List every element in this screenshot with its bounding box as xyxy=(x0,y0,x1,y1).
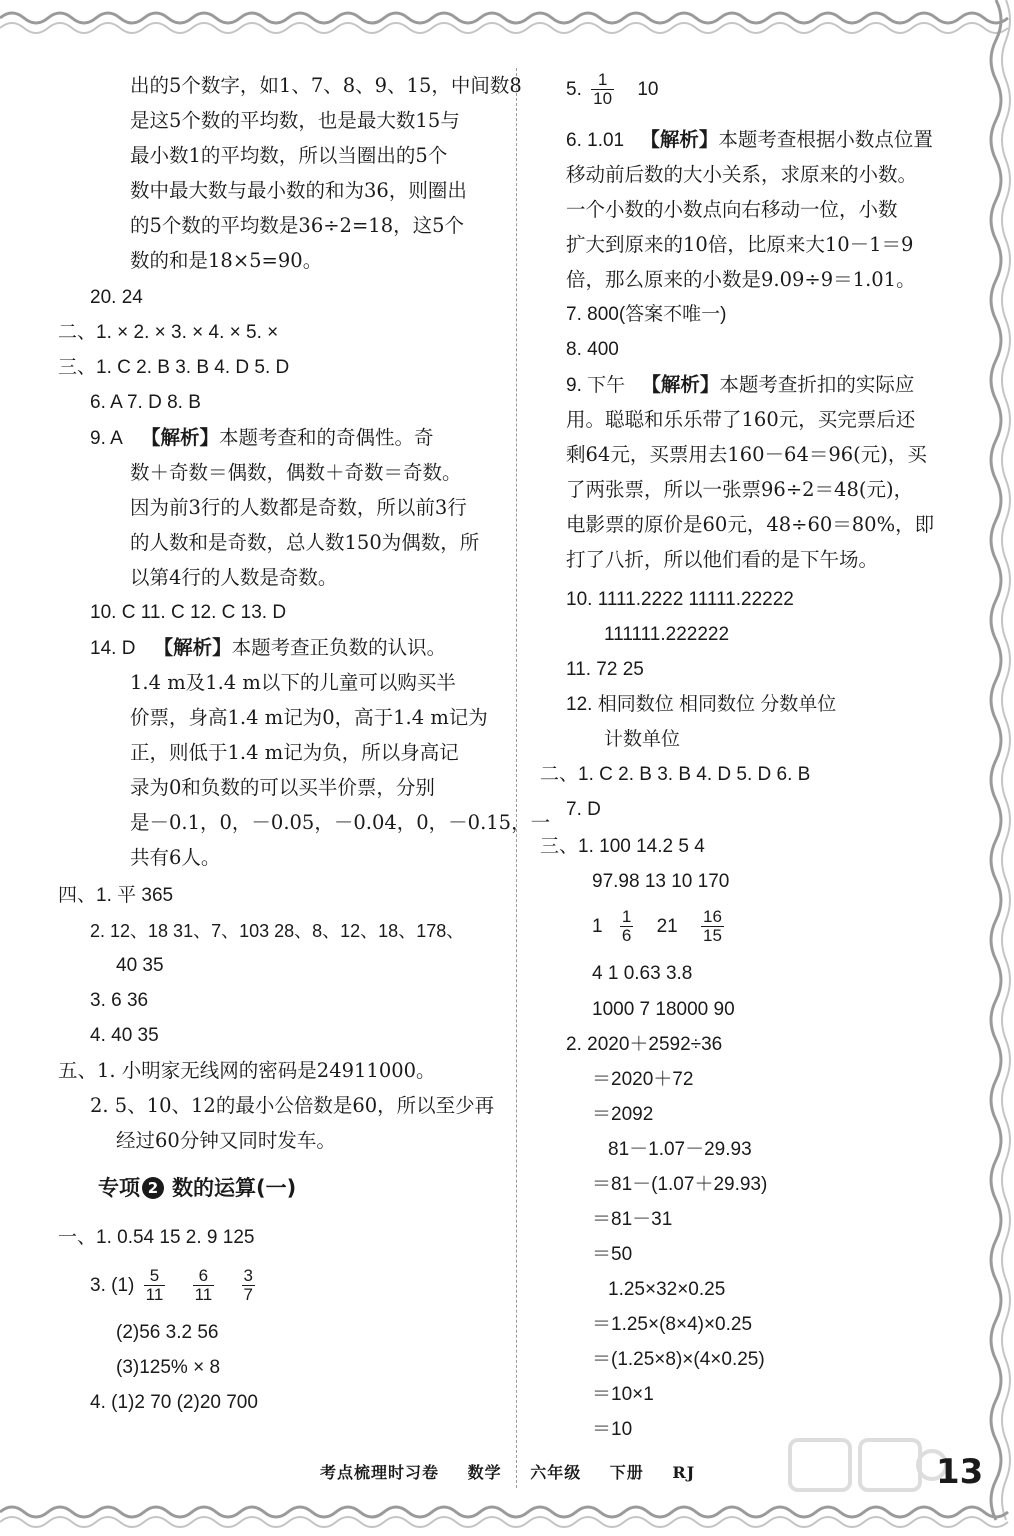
page-number: 13 xyxy=(936,1452,984,1492)
top-wave-border xyxy=(0,0,1014,42)
fraction: $\frac{16}{15}$ xyxy=(703,907,722,946)
answer-item: 20. 24 xyxy=(90,287,143,308)
answer-text: 数中最大数与最小数的和为36，则圈出 xyxy=(130,179,467,202)
item-label: 9. A xyxy=(90,428,123,449)
answer-item: 2. 12、18 31、7、103 28、8、12、18、178、 xyxy=(90,921,465,941)
calc-step: 2. 2020＋2592÷36 xyxy=(566,1034,723,1055)
fraction: $\frac{6}{11}$ xyxy=(194,1266,213,1305)
answer-item: 7. 800(答案不唯一) xyxy=(566,304,727,325)
answer-item: 3. 6 36 xyxy=(90,990,149,1011)
answer-text: 数＋奇数＝偶数，偶数＋奇数＝奇数。 xyxy=(130,461,462,484)
calc-step: ＝10 xyxy=(592,1419,633,1440)
answer-text: 因为前3行的人数都是奇数，所以前3行 xyxy=(130,496,467,519)
fraction: $\frac{3}{7}$ xyxy=(243,1266,253,1305)
answer-section: 一、1. 0.54 15 2. 9 125 xyxy=(58,1227,255,1248)
calc-step: ＝2020＋72 xyxy=(592,1069,694,1090)
answer-value: 1 xyxy=(592,916,603,937)
answer-text: 共有6人。 xyxy=(130,846,221,869)
answer-item: 2. 5、10、12的最小公倍数是60，所以至少再 xyxy=(90,1094,495,1117)
answer-value: 21 xyxy=(656,916,678,937)
fraction: $\frac{5}{11}$ xyxy=(145,1266,164,1305)
answer-text: 的5个数的平均数是36÷2=18，这5个 xyxy=(130,214,465,237)
answer-item xyxy=(592,902,728,952)
answer-item xyxy=(566,369,914,401)
answer-text: 一个小数的小数点向右移动一位，小数 xyxy=(566,198,898,221)
watermark-logo xyxy=(780,1420,950,1520)
term: 下册 xyxy=(609,1463,644,1482)
answer-section: 四、1. 平 365 xyxy=(58,885,174,906)
answer-text: 经过60分钟又同时发车。 xyxy=(116,1129,336,1152)
answer-item: (3)125% × 8 xyxy=(116,1357,221,1378)
answer-section: 二、1. C 2. B 3. B 4. D 5. D 6. B xyxy=(540,764,811,785)
answer-text: 移动前后数的大小关系，求原来的小数。 xyxy=(566,163,918,186)
answer-text: 最小数1的平均数，所以当圈出的5个 xyxy=(130,144,448,167)
item-label: 6. 1.01 xyxy=(566,130,625,151)
section-title xyxy=(98,1172,296,1204)
answer-item xyxy=(566,124,933,156)
edition: RJ xyxy=(672,1463,696,1482)
calc-step: 1.25×32×0.25 xyxy=(608,1279,726,1300)
answer-item: 8. 400 xyxy=(566,339,619,360)
answer-text: 打了八折，所以他们看的是下午场。 xyxy=(566,548,879,571)
answer-item xyxy=(90,1264,259,1308)
answer-text: 倍，那么原来的小数是9.09÷9＝1.01。 xyxy=(566,268,916,291)
answer-section: 二、1. × 2. × 3. × 4. × 5. × xyxy=(58,322,279,343)
answer-item xyxy=(566,68,658,112)
answer-text: 价票，身高1.4 m记为0，高于1.4 m记为 xyxy=(130,706,488,729)
answer-item xyxy=(90,632,446,664)
answer-text: 正，则低于1.4 m记为负，所以身高记 xyxy=(130,741,459,764)
item-label: 3. (1) xyxy=(90,1275,135,1296)
answer-item: 1000 7 18000 90 xyxy=(592,999,735,1020)
answer-text: 剩64元，买票用去160－64＝96(元)，买 xyxy=(566,443,927,466)
answer-text: 出的5个数字，如1、7、8、9、15，中间数8 xyxy=(130,74,522,97)
fraction: $\frac{1}{10}$ xyxy=(593,70,613,109)
answer-item: 11. 72 25 xyxy=(566,659,644,680)
calc-step: ＝81－31 xyxy=(592,1209,673,1230)
item-label: 9. 下午 xyxy=(566,375,626,396)
analysis-tag: 【解析】 xyxy=(641,373,720,396)
calc-step: ＝81－(1.07＋29.93) xyxy=(592,1174,768,1195)
answer-text: 以第4行的人数是奇数。 xyxy=(130,566,338,589)
answer-text: 本题考查正负数的认识。 xyxy=(231,636,447,659)
answer-item: 6. A 7. D 8. B xyxy=(90,392,201,413)
item-label: 14. D xyxy=(90,638,136,659)
answer-item: 4. 40 35 xyxy=(90,1025,159,1046)
book-title: 考点梳理时习卷 xyxy=(320,1463,440,1482)
answer-item: 40 35 xyxy=(116,955,164,976)
answer-item: 4 1 0.63 3.8 xyxy=(592,963,693,984)
answer-section: 五、1. 小明家无线网的密码是24911000。 xyxy=(58,1059,436,1082)
answer-item: (2)56 3.2 56 xyxy=(116,1322,219,1343)
answer-text: 用。聪聪和乐乐带了160元，买完票后还 xyxy=(566,408,916,431)
answer-text: 本题考查和的奇偶性。奇 xyxy=(218,426,434,449)
answer-text: 本题考查折扣的实际应 xyxy=(719,373,915,396)
answer-text: 1.4 m及1.4 m以下的儿童可以购买半 xyxy=(130,671,456,694)
calc-step: ＝(1.25×8)×(4×0.25) xyxy=(592,1349,765,1370)
calc-step: 81－1.07－29.93 xyxy=(608,1139,752,1160)
analysis-tag: 【解析】 xyxy=(640,128,719,151)
answer-item: 7. D xyxy=(566,799,601,820)
answer-item: 10. C 11. C 12. C 13. D xyxy=(90,602,287,623)
analysis-tag: 【解析】 xyxy=(140,426,219,449)
page-footer xyxy=(320,1460,717,1483)
answer-item: 12. 相同数位 相同数位 分数单位 xyxy=(566,694,837,715)
answer-section: 三、1. 100 14.2 5 4 xyxy=(540,836,705,857)
item-label: 5. xyxy=(566,79,582,100)
fraction: $\frac{1}{6}$ xyxy=(621,907,632,946)
grade: 六年级 xyxy=(530,1463,582,1482)
calc-step: ＝2092 xyxy=(592,1104,654,1125)
section-name: 数的运算(一) xyxy=(172,1176,297,1200)
answer-text: 了两张票，所以一张票96÷2＝48(元)， xyxy=(566,478,914,501)
answer-text: 是这5个数的平均数，也是最大数15与 xyxy=(130,109,460,132)
answer-item: 10. 1111.2222 11111.22222 xyxy=(566,589,794,610)
calc-step: ＝50 xyxy=(592,1244,633,1265)
answer-text: 数的和是18×5=90。 xyxy=(130,249,323,272)
answer-value: 10 xyxy=(637,79,659,100)
answer-item: 4. (1)2 70 (2)20 700 xyxy=(90,1392,258,1413)
answer-text: 是－0.1，0，－0.05，－0.04，0，－0.15，一 xyxy=(130,811,551,834)
section-number-badge: 2 xyxy=(142,1177,164,1199)
section-label: 专项 xyxy=(98,1176,140,1200)
calc-step: ＝1.25×(8×4)×0.25 xyxy=(592,1314,753,1335)
right-wave-border xyxy=(974,0,1014,1536)
answer-text: 电影票的原价是60元，48÷60＝80%，即 xyxy=(566,513,935,536)
answer-text: 扩大到原来的10倍，比原来大10－1＝9 xyxy=(566,233,914,256)
answer-item xyxy=(90,422,433,454)
answer-item: 111111.222222 xyxy=(604,624,730,645)
answer-item: 计数单位 xyxy=(604,729,681,750)
subject: 数学 xyxy=(467,1463,502,1482)
column-divider xyxy=(516,68,517,1488)
analysis-tag: 【解析】 xyxy=(153,636,232,659)
answer-text: 录为0和负数的可以买半价票，分别 xyxy=(130,776,435,799)
answer-text: 的人数和是奇数，总人数150为偶数，所 xyxy=(130,531,480,554)
answer-section: 三、1. C 2. B 3. B 4. D 5. D xyxy=(58,357,290,378)
answer-item: 97.98 13 10 170 xyxy=(592,871,730,892)
answer-text: 本题考查根据小数点位置 xyxy=(718,128,933,151)
calc-step: ＝10×1 xyxy=(592,1384,654,1405)
